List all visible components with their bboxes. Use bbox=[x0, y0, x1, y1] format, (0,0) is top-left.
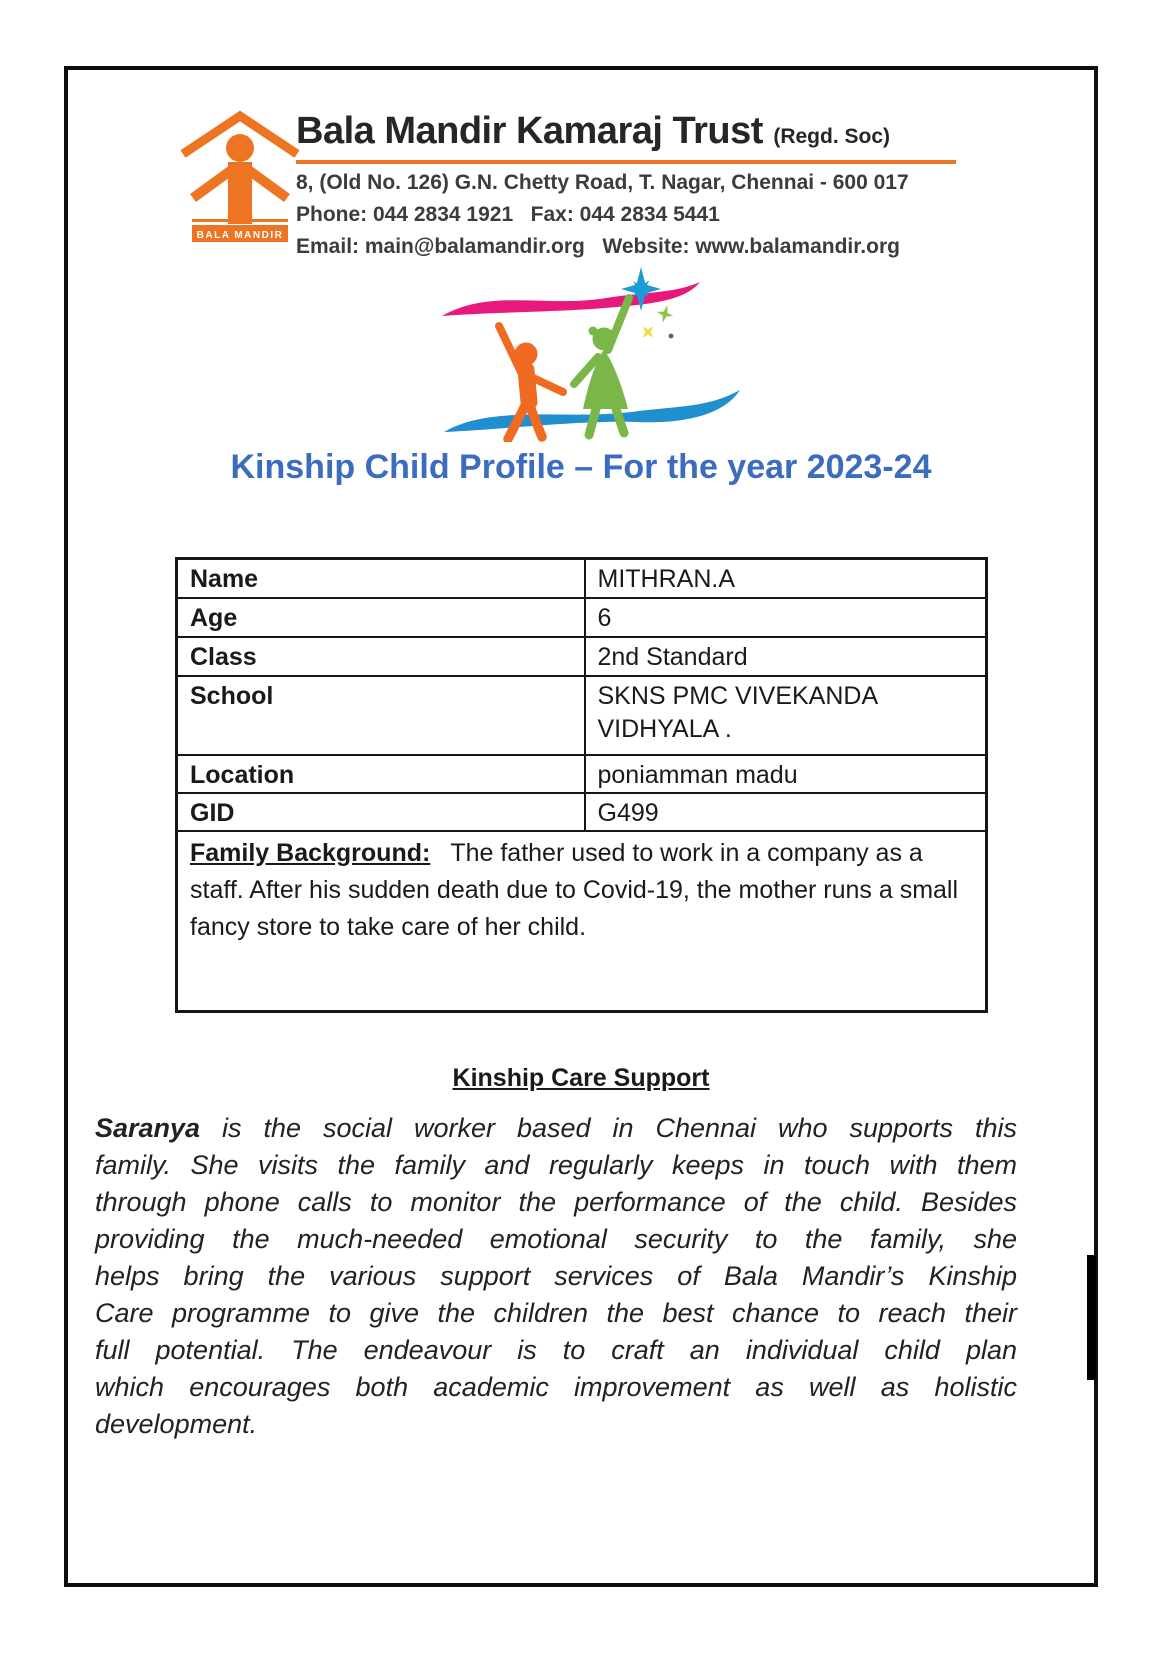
row-value: poniamman madu bbox=[585, 755, 987, 793]
orange-divider bbox=[296, 160, 956, 164]
row-label: School bbox=[177, 676, 585, 755]
row-label: Class bbox=[177, 637, 585, 676]
table-row-class bbox=[177, 637, 987, 676]
row-value: G499 bbox=[585, 793, 987, 831]
profile-table bbox=[175, 557, 988, 1013]
support-paragraph-text: is the social worker based in Chennai who supports this family. She visits the family and regularly keeps in touch with them through phone calls to monitor the performance of the child. Besides providing the much-needed emotional security to the family, she helps bring the various support services of Bala Mandir’s Kinship Care programme to give the children the best chance to reach their full potential. The endeavour is to craft an individual child plan which encourages both academic improvement as well as holistic development. bbox=[95, 1113, 1017, 1439]
row-label: Name bbox=[177, 559, 585, 598]
org-suffix: (Regd. Soc) bbox=[773, 125, 891, 148]
table-row-name bbox=[177, 559, 987, 598]
support-paragraph bbox=[95, 1110, 1017, 1443]
row-value: 2nd Standard bbox=[585, 637, 987, 676]
table-row-location bbox=[177, 755, 987, 793]
document-page bbox=[64, 66, 1098, 1587]
table-row-gid bbox=[177, 793, 987, 831]
table-row-family-background bbox=[177, 831, 987, 1012]
org-title-line bbox=[296, 110, 968, 153]
family-background-text: The father used to work in a company as a staff. After his sudden death due to Covid-19, the mother runs a small fancy store to take care of her child. bbox=[190, 838, 959, 941]
section-heading: Kinship Care Support bbox=[452, 1064, 710, 1092]
email-website-line: Email: main@balamandir.org Website: www.balamandir.org bbox=[296, 235, 900, 258]
family-background-label: Family Background: bbox=[190, 838, 431, 867]
row-label: Location bbox=[177, 755, 585, 793]
bala-mandir-logo-icon bbox=[165, 100, 315, 250]
row-value: 6 bbox=[585, 598, 987, 637]
logo-head-shape bbox=[226, 134, 254, 162]
table-row-school bbox=[177, 676, 987, 755]
row-value: SKNS PMC VIVEKANDA VIDHYALA . bbox=[585, 676, 987, 755]
row-label: GID bbox=[177, 793, 585, 831]
table-row-age bbox=[177, 598, 987, 637]
row-value: MITHRAN.A bbox=[585, 559, 987, 598]
phone-fax-line: Phone: 044 2834 1921 Fax: 044 2834 5441 bbox=[296, 203, 720, 226]
children-artwork bbox=[436, 262, 746, 442]
logo-caption: BALA MANDIR bbox=[196, 230, 284, 241]
page-title: Kinship Child Profile – For the year 2023-24 bbox=[230, 448, 932, 486]
scan-artifact-mark bbox=[1087, 1255, 1096, 1380]
social-worker-name: Saranya bbox=[95, 1113, 201, 1143]
letterhead bbox=[296, 110, 968, 260]
org-name: Bala Mandir Kamaraj Trust bbox=[296, 110, 763, 152]
address-line: 8, (Old No. 126) G.N. Chetty Road, T. Nagar, Chennai - 600 017 bbox=[296, 171, 909, 194]
row-label: Age bbox=[177, 598, 585, 637]
pink-wave-shape bbox=[442, 282, 700, 316]
